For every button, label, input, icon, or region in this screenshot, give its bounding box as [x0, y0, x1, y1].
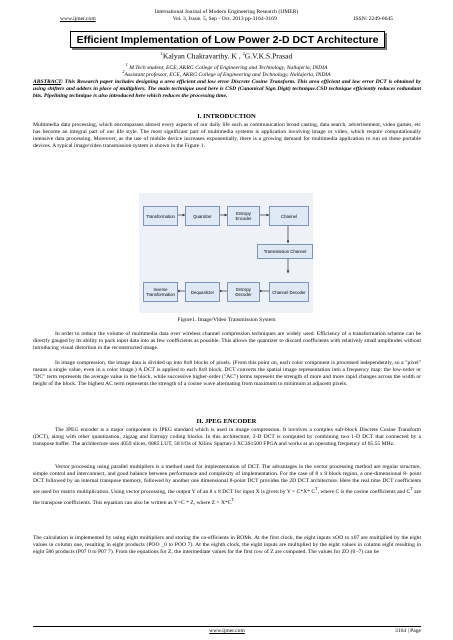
vector-text-c: are the transpose coefficients. This equation can also be written as Y=C * Z, where Z = X*C: [33, 489, 421, 506]
affiliation2-text: Assistant professor, ECE, AKRG College of Engineering and Technology, Nallajerla, INDIA: [124, 71, 331, 78]
journal-info-line: [60, 16, 393, 23]
quantizer-block: Quantizer: [185, 206, 220, 226]
author2-name: G.V.K.S.Prasad: [244, 51, 293, 61]
paper-title: Efficient Implementation of Low Power 2-D DCT Architecture: [70, 31, 385, 48]
abstract-text: : This Research paper includes designing a area efficient and low error Discrete Cosine Transform. This area efficient and low error DCT is obtained by using shifters and adders in place of multipliers. The main technique used here is CSD (Canonical Sign Digit) technique.CSD technique efficiently reduces redundant bits. Pipelining technique is also introduced here which reduces the processing time.: [33, 79, 421, 100]
calculation-paragraph: The calculation is implemented by using eight multipliers and storing the co-efficients in ROMs. At the first clock, the eight inputs xOO to x07 are multiplied by the eight values in column one, resulting in eight products (POO _0 to POO 7). At the eighth clock, the eight inputs are multiplied by the eight values in column eight resulting in eight 586 products (P07 0 to P07 7). From the equations for Z, the intermediate values for the first row of Z are computed. The values for ZO (0 -7) can be: [33, 535, 421, 556]
journal-issn: ISSN: 2249-6645: [353, 16, 393, 22]
transmission-system-figure: [139, 193, 313, 313]
transmission-channel-block: Transmission Channel: [257, 244, 313, 259]
entropy-encoder-block: Entropy Encoder: [227, 206, 260, 226]
jpeg-encoder-paragraph: The JPEG encoder is a major component in JPEG standard which is used in image compression. It involves a complex sub-block Discrete Cosine Transform (DCT), along with other quantization, zigzag and Entropy coding blocks. In this architecture, 2-D DCT is computed by combining two 1-D DCT that connected by a transpose buffer. The architecture uses 4059 slices, 6885 LUT, 58 I/Os of Xilinx Spartan-3 XC3S1500 FPGA and works at an operating frequency of 65.55 MHz.: [33, 427, 421, 448]
abstract: [33, 79, 421, 100]
body-paragraph-dct: In image compression, the image data is divided up into 8x8 blocks of pixels. (From this point on, each color component is processed independently, so a "pixel" means a single value, even in a color image.) A DCT is applied to each 8x8 block. DCT converts the spatial image representation into a frequency map: the low-order or "DC" term represents the average value in the block, while successive higher-order ("AC") terms represent the strength of more and more rapid changes across the width or height of the block. The highest AC term represents the strength of a cosine wave alternating from maximum to minimum at adjacent pixels.: [33, 360, 421, 388]
transformation-block: Transformation: [143, 206, 178, 226]
affiliation1-text: M.Tech student, ECE, AKRG College of Engineering and Technology, Nallajerla, INDIA: [127, 64, 328, 71]
author1-name: Kalyan Chakravarthy. K ,: [162, 51, 241, 61]
channel-decoder-block: Channel Decoder: [269, 282, 309, 302]
author1-marker: 1: [160, 51, 163, 56]
inverse-transformation-block: Inverse Transformation: [143, 282, 178, 302]
journal-name: International Journal of Modern Engineering Research (IJMER): [154, 9, 299, 15]
intro-paragraph: Multimedia data processing, which encompasses almost every aspects of our daily life such as communication broad casting, data search, advertisement, video games, etc has become an integral part of our life style. The most significant part of multimedia systems is application involving image or video, which require computationally intensive data processing. Moreover, as the use of mobile device increases exponentially, there is a growing demand for multimedia application to run on these portable devices. A typical image/video transmission system is shown in the Figure 1.: [33, 122, 421, 150]
abstract-label: ABSTRACT: [33, 79, 62, 85]
channel-block: Channel: [269, 206, 309, 226]
vector-text-b: , where C is the cosine coefficients and C: [317, 489, 411, 495]
vector-text-a: Vector processing using parallel multipliers is a method used for implementation of DCT. The advantages in the vector processing method are regular structure, simple control and interconnect, and good balance between performance and complexity of implementation. For the case of 8 x 8 block region, a one-dimensional 8- point DCT followed by an internal transpose memory, followed by another one dimensional 8-point DCT provides the 2D DCT architecture. Here the real time DCT coefficients are used for matrix multiplication. Using vector processing, the output Y of an 8 x 8 DCT for input X is given by Y = C*X* C: [33, 464, 421, 495]
body-paragraph-compression: In order to reduce the volume of multimedia data over wireless channel compression techniques are widely used. Efficiency of a transformation scheme can be directly gauged by its ability to pack input data into as few coefficients as possible. This allows the quantizer to discard coefficients with relatively small amplitudes without introducing visual distortion in the reconstructed image.: [33, 331, 421, 352]
affiliation1-marker: 1: [125, 62, 128, 67]
section1-heading: I. INTRODUCTION: [197, 113, 256, 120]
dequantizer-block: Dequantizer: [185, 282, 220, 302]
vector-processing-paragraph: [33, 464, 421, 507]
transpose-superscript-3: T: [231, 497, 234, 503]
journal-website-link[interactable]: www.ijmer.com: [60, 16, 96, 22]
affiliation-2: [0, 68, 453, 79]
author2-marker: 2: [242, 51, 245, 56]
transpose-superscript-2: T: [410, 486, 413, 492]
page-number: 3164 | Page: [395, 628, 421, 634]
journal-volume: Vol. 3, Issue. 5, Sep - Oct. 2013 pp-3164-3169: [172, 16, 277, 22]
affiliation2-marker: 2: [122, 69, 125, 74]
entropy-decoder-block: Entropy Decoder: [227, 282, 260, 302]
footer-website-link[interactable]: www.ijmer.com: [209, 628, 245, 634]
transpose-superscript-1: T: [315, 486, 318, 492]
section2-heading: II. JPEG ENCODER: [196, 418, 257, 425]
figure-caption: Figure1. Image/Video Transmission System: [177, 317, 276, 323]
footer-divider: [33, 626, 421, 627]
authors: [0, 51, 453, 61]
